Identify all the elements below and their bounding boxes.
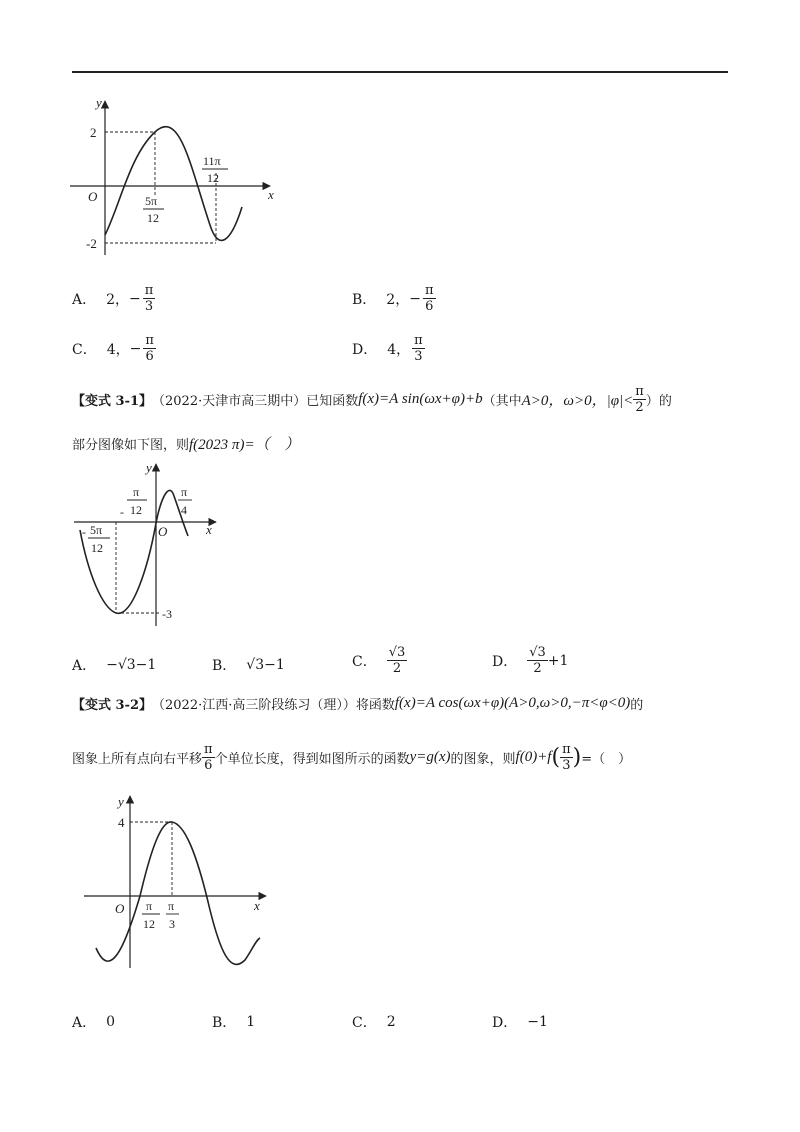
option-sign: −: [129, 340, 142, 357]
q32-shift-fraction: $\frac{\pi}{6}$: [204, 742, 213, 773]
q32-line2-func: y=g(x): [409, 749, 451, 765]
q1-option-a[interactable]: [72, 283, 155, 314]
tick-5pi-num: 5π: [145, 194, 158, 208]
option-fraction: $\frac{\pi}{6}$: [145, 333, 154, 364]
q32-option-a[interactable]: [72, 1012, 115, 1032]
q1-option-d[interactable]: [352, 333, 425, 364]
option-prefix: 4，: [387, 341, 411, 358]
origin-label: O: [88, 189, 98, 204]
q32-line2-b: 个单位长度，得到如图所示的函数: [214, 752, 410, 767]
q31-option-b[interactable]: [212, 655, 285, 675]
option-label: B．: [212, 658, 237, 674]
option-label: C．: [352, 1015, 377, 1031]
option-value: −1: [527, 1014, 548, 1030]
q32-arg-fraction: $\frac{\pi}{3}$: [562, 742, 571, 773]
x-axis-label: x: [206, 522, 212, 537]
q32-option-b[interactable]: [212, 1012, 255, 1032]
tick-5pi-den: 12: [147, 211, 159, 225]
option-value: 1: [246, 1014, 256, 1030]
x-axis-label: x: [254, 898, 260, 913]
option-value: 0: [106, 1014, 116, 1030]
tick-neg-pi12-sign: -: [120, 505, 124, 519]
option-label: A．: [72, 658, 97, 674]
tick-pi12-den: 12: [130, 503, 142, 517]
y-axis-label: y: [118, 794, 124, 809]
origin-label: O: [115, 901, 125, 916]
q31-option-d[interactable]: [492, 645, 568, 676]
option-label: C．: [72, 341, 97, 358]
tick-pi3-num: π: [168, 899, 175, 913]
tick-pi12-num: π: [146, 899, 153, 913]
option-label: A．: [72, 1015, 97, 1031]
q31-line-1: [72, 384, 672, 415]
option-fraction: $\frac{\pi}{3}$: [144, 283, 154, 314]
tick-pi4-den: 4: [181, 503, 187, 517]
option-fraction: $\frac{√3}{2}$: [529, 645, 546, 676]
origin-label: O: [158, 524, 168, 539]
option-value: −√3−1: [106, 657, 157, 673]
y-min-label: -2: [86, 236, 97, 251]
q31-line2-text: 部分图像如下图，则: [72, 438, 190, 453]
y-max-label: 4: [118, 815, 125, 830]
top-rule: [72, 71, 728, 73]
y-axis-label: y: [146, 460, 152, 475]
sine-curve: [105, 127, 242, 241]
option-sign: −: [129, 290, 141, 307]
sine-curve: [96, 822, 260, 965]
q31-cond: A>0，ω>0，|φ|<: [521, 393, 634, 409]
q31-cond-close: ）的: [645, 394, 672, 409]
q32-line2-a: 图象上所有点向右平移: [72, 752, 203, 767]
q31-cond-open: （其中: [482, 394, 522, 409]
q31-option-c[interactable]: [352, 645, 407, 676]
option-label: B．: [212, 1015, 237, 1031]
option-value: √3−1: [246, 657, 285, 673]
q31-tag: 【变式 3-1】: [72, 394, 153, 409]
figure-1-graph: [60, 95, 290, 265]
q32-line-1: [72, 694, 643, 713]
option-prefix: 2，: [386, 291, 410, 308]
option-label: A．: [72, 291, 97, 308]
q31-line-2: [72, 433, 300, 454]
q32-option-c[interactable]: [352, 1012, 396, 1032]
q32-line2-expr: f(0)+f: [515, 749, 552, 765]
tick-neg-5pi12-sign: -: [82, 525, 86, 539]
tick-pi12-num: π: [133, 485, 140, 499]
q31-formula: f(x)=A sin(ωx+φ)+b: [358, 391, 483, 407]
q32-source: （2022·江西·高三阶段练习（理））将函数: [152, 698, 395, 713]
q1-option-c[interactable]: [72, 333, 156, 364]
option-prefix: 4，: [106, 341, 130, 358]
q32-tail: 的: [630, 698, 644, 713]
q1-option-b[interactable]: [352, 283, 436, 314]
q31-cond-fraction: $\frac{\pi}{2}$: [635, 384, 644, 415]
y-max-label: 2: [90, 125, 97, 140]
tick-pi4-num: π: [181, 485, 188, 499]
option-fraction: $\frac{\pi}{3}$: [414, 333, 423, 364]
q31-line2-formula: f(2023 π)=（ ）: [189, 437, 300, 453]
q32-formula: f(x)=A cos(ωx+φ)(A>0,ω>0,−π<φ<0): [394, 695, 631, 711]
tick-pi3-den: 3: [169, 917, 175, 931]
option-tail: +1: [547, 652, 569, 669]
tick-5pi12-num: 5π: [90, 523, 103, 537]
q32-tag: 【变式 3-2】: [72, 698, 153, 713]
option-label: B．: [352, 291, 377, 308]
tick-pi12-den: 12: [143, 917, 155, 931]
option-sign: −: [409, 290, 421, 307]
y-min-label: -3: [162, 607, 172, 621]
option-label: D．: [492, 1015, 518, 1031]
q31-option-a[interactable]: [72, 655, 156, 675]
option-label: D．: [352, 341, 378, 358]
option-fraction: $\frac{\pi}{6}$: [424, 283, 434, 314]
tick-5pi12-den: 12: [91, 541, 103, 555]
option-prefix: 2，: [106, 291, 130, 308]
q32-line2-d: 的图象，则: [450, 752, 516, 767]
tick-11pi-den: 12: [207, 171, 219, 185]
x-axis-label: x: [268, 187, 274, 202]
q32-option-d[interactable]: [492, 1012, 548, 1032]
figure-2-graph: [70, 458, 230, 630]
q31-source: （2022·天津市高三期中）已知函数: [152, 394, 359, 409]
option-label: C．: [352, 653, 377, 670]
q32-line2-end: =（ ）: [581, 752, 632, 767]
option-value: 2: [386, 1014, 396, 1030]
q32-line-2: 图象上所有点向右平移 $\frac{\pi}{6}$ 个单位长度，得到如图所示的函数 y=g(x) 的图象，则 f(0)+f ( $\frac{\pi}{3}$ ) =（ ）: [72, 742, 632, 773]
y-axis-label: y: [96, 95, 102, 110]
option-fraction: $\frac{√3}{2}$: [388, 645, 406, 676]
option-label: D．: [492, 653, 518, 670]
figure-3-graph: [80, 790, 280, 980]
tick-11pi-num: 11π: [203, 154, 221, 168]
